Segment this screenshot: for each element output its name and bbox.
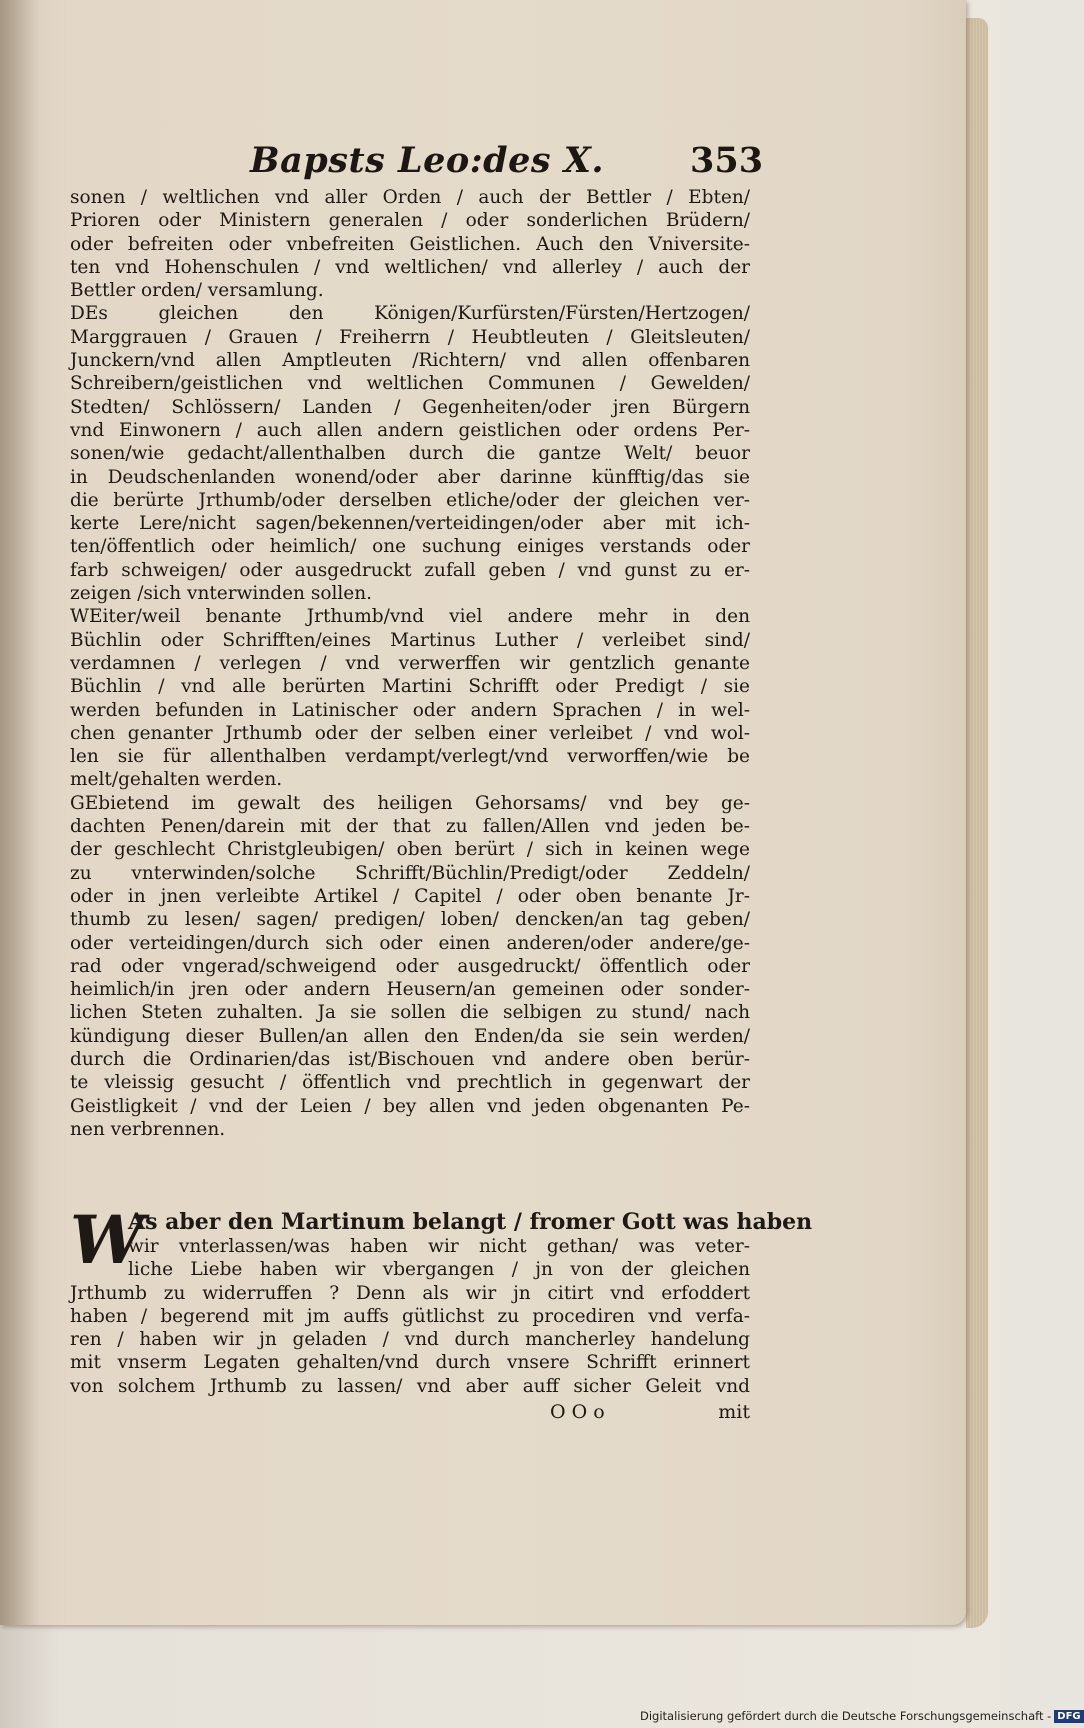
text-line: zu vnterwinden/solche Schrifft/Büchlin/Predigt/oder Zeddeln/ [70,862,750,884]
text-line: ten/öffentlich oder heimlich/ one suchung einiges verstands oder [70,536,750,558]
dfg-logo: DFG [1054,1710,1083,1723]
text-line: ten vnd Hohenschulen / vnd weltlichen/ vnd allerley / auch der [70,256,750,278]
text-line: sonen / weltlichen vnd aller Orden / auch der Bettler / Ebten/ [70,187,750,208]
text-line: Büchlin oder Schrifften/eines Martinus Luther / verleibet sind/ [70,629,750,651]
body-text [70,186,750,1141]
text-line: kündigung dieser Bullen/an allen den Enden/da sie sein werden/ [70,1025,750,1047]
section-line: mit vnserm Legaten gehalten/vnd durch vnsere Schrifft erinnert [70,1352,750,1374]
text-line: der geschlecht Christgleubigen/ oben berürt / sich in keinen wege [70,839,750,861]
text-line: dachten Penen/darein mit der that zu fallen/Allen vnd jeden be- [70,816,750,838]
text-line: te vleissig gesucht / öffentlich vnd prechtlich in gegenwart der [70,1072,750,1094]
section-line: liche Liebe haben wir vbergangen / jn von der gleichen [128,1259,750,1281]
text-line: die berürte Jrthumb/oder derselben etliche/oder der gleichen ver- [70,489,750,511]
running-head: Bapsts Leo:des X. [250,140,605,181]
section-martinum [70,1201,813,1398]
text-line: len sie für allenthalben verdampt/verlegt/vnd verworffen/wie be [70,746,750,768]
text-line: sonen/wie gedacht/allenthalben durch die gantze Welt/ beuor [70,443,750,465]
text-line: farb schweigen/ oder ausgedruckt zufall geben / vnd gunst zu er- [70,559,750,581]
drop-cap: W [70,1201,145,1279]
text-line: nen verbrennen. [70,1118,226,1140]
text-line: chen genanter Jrthumb oder der selben einer verleibet / vnd wol- [70,722,750,744]
section-line: haben / begerend mit jm auffs gütlichst zu procediren vnd verfa- [70,1305,750,1327]
text-line: thumb zu lesen/ sagen/ predigen/ loben/ dencken/an tag geben/ [70,909,750,931]
text-line: Junckern/vnd allen Amptleuten /Richtern/ vnd allen offenbaren [70,350,750,372]
text-line: rad oder vngerad/schweigend oder ausgedruckt/ öffentlich oder [70,955,750,977]
text-line: Geistligkeit / vnd der Leien / bey allen vnd jeden obgenanten Pe- [70,1095,750,1117]
text-line: vnd Einwonern / auch allen andern geistlichen oder ordens Per- [70,419,750,441]
text-line: lichen Steten zuhalten. Ja sie sollen die selbigen zu stund/ nach [70,1002,750,1024]
catchword [550,1401,750,1425]
text-line: zeigen /sich vnterwinden sollen. [70,583,373,605]
page-number: 353 [690,140,764,181]
section-line: Jrthumb zu widerruffen ? Denn als wir jn citirt vnd erfoddert [70,1282,750,1304]
text-line: in Deudschenlanden wonend/oder aber darinne künfftig/das sie [70,466,750,488]
catch-word: mit [718,1401,750,1423]
text-line: Prioren oder Ministern generalen / oder sonderlichen Brüdern/ [70,210,750,232]
section-line: wir vnterlassen/was haben wir nicht gethan/ was veter- [128,1236,750,1257]
text-line: oder befreiten oder vnbefreiten Geistlichen. Auch den Vniversite- [70,233,750,255]
section-lead-line: As aber den Martinum belangt / fromer Gott was haben [128,1209,813,1235]
gutter-shadow [0,0,40,1625]
text-line: Schreibern/geistlichen vnd weltlichen Communen / Gewelden/ [70,373,750,395]
footer-text: Digitalisierung gefördert durch die Deutsche Forschungsgemeinschaft - [640,1709,1052,1723]
text-line: Stedten/ Schlössern/ Landen / Gegenheiten/oder jren Bürgern [70,396,750,418]
text-line: heimlich/in jren oder andern Heusern/an gemeinen oder sonder- [70,979,750,1001]
page-edges [966,18,988,1628]
text-line: oder verteidingen/durch sich oder einen anderen/oder andere/ge- [70,932,750,954]
text-line: verdamnen / verlegen / vnd verwerffen wir gentzlich genante [70,652,750,674]
text-line: WEiter/weil benante Jrthumb/vnd viel andere mehr in den [70,606,750,628]
text-line: kerte Lere/nicht sagen/bekennen/verteidingen/oder aber mit ich- [70,513,750,535]
text-line: Bettler orden/ versamlung. [70,280,324,302]
text-line: Marggrauen / Grauen / Freiherrn / Heubtleuten / Gleitsleuten/ [70,326,750,348]
text-line: melt/gehalten werden. [70,769,283,791]
section-line: von solchem Jrthumb zu lassen/ vnd aber auff sicher Geleit vnd [70,1375,750,1397]
section-line: ren / haben wir jn geladen / vnd durch mancherley handelung [70,1329,750,1351]
signature-mark: O O o [550,1401,605,1423]
text-line: durch die Ordinarien/das ist/Bischouen vnd andere oben berür- [70,1048,750,1070]
text-line: Büchlin / vnd alle berürten Martini Schrifft oder Predigt / sie [70,676,750,698]
page-header [250,140,764,190]
text-line: oder in jnen verleibte Artikel / Capitel / oder oben benante Jr- [70,885,750,907]
text-line: werden befunden in Latinischer oder andern Sprachen / in wel- [70,699,750,721]
text-line: DEs gleichen den Königen/Kurfürsten/Fürsten/Hertzogen/ [70,303,750,325]
text-line: GEbietend im gewalt des heiligen Gehorsams/ vnd bey ge- [70,792,750,814]
footer-credit [640,1709,1084,1725]
